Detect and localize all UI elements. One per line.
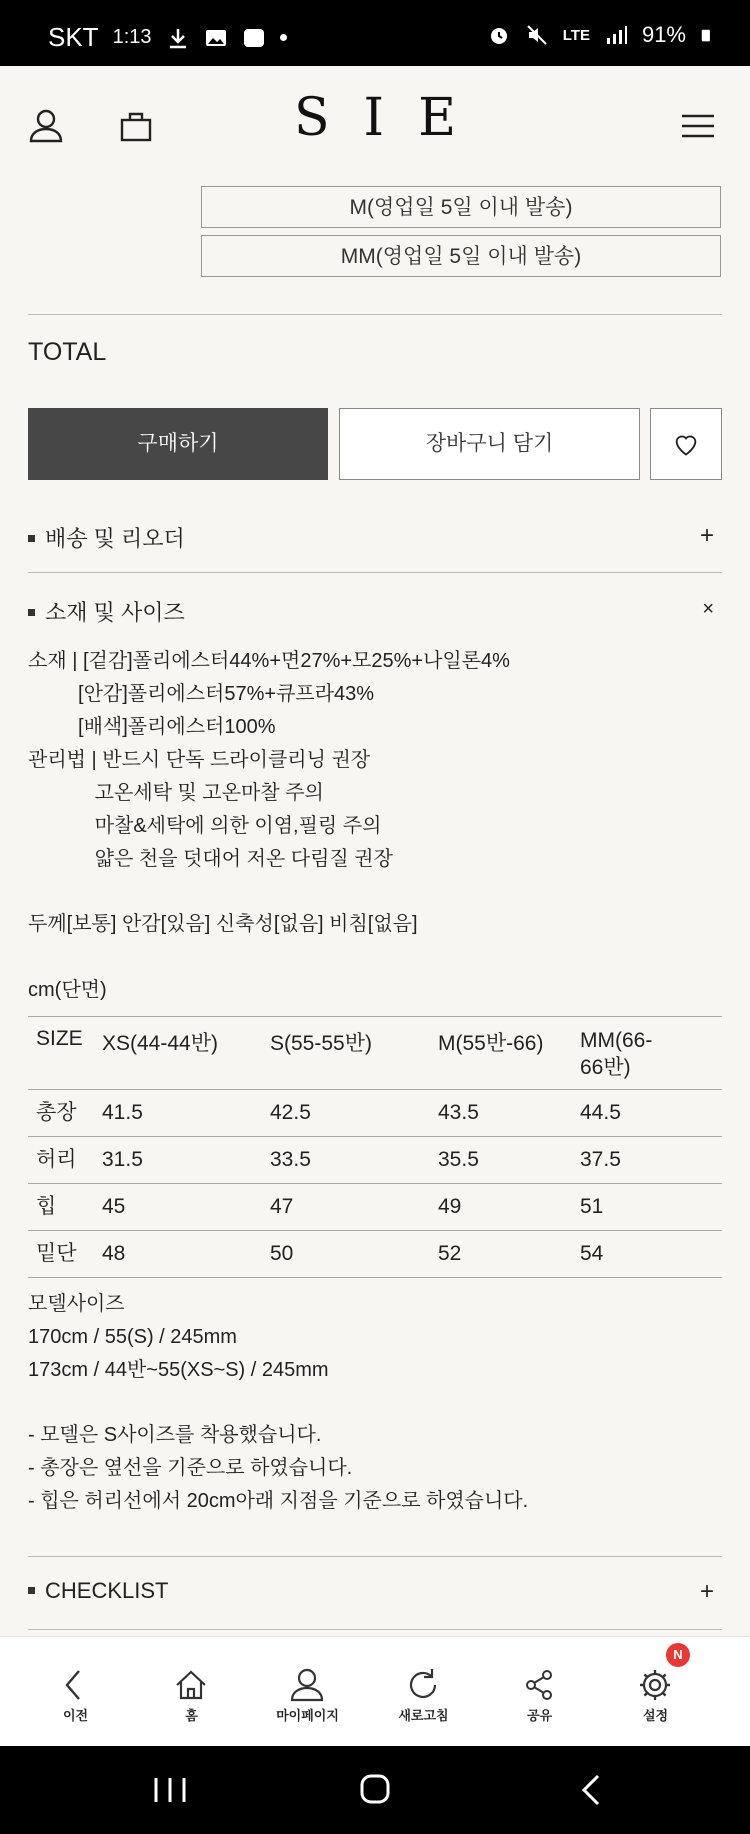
expand-icon[interactable]: + [699, 522, 714, 549]
care-line: 마찰&세탁에 의한 이염,필링 주의 [28, 815, 382, 837]
table-cell: 45 [94, 1184, 262, 1231]
table-header: SIZE [28, 1017, 94, 1090]
divider [28, 1556, 722, 1557]
table-row [28, 1184, 722, 1231]
person-icon [287, 1665, 327, 1705]
nav-label: 공유 [526, 1708, 553, 1723]
table-header: MM(66- 66반) [572, 1017, 722, 1090]
accordion-checklist[interactable] [28, 1578, 722, 1618]
care-line: 얇은 천을 덧대어 저온 다림질 권장 [28, 848, 393, 870]
alarm-icon [487, 23, 511, 47]
nav-home[interactable] [129, 1637, 254, 1747]
expand-icon[interactable]: + [699, 1578, 714, 1605]
model-size-title: 모델사이즈 [28, 1293, 125, 1315]
pay-icon [242, 26, 266, 50]
accordion-shipping-label: 배송 및 리오더 [45, 526, 185, 551]
table-cell: 허리 [28, 1137, 94, 1184]
option-mm[interactable]: MM(영업일 5일 이내 발송) [201, 235, 721, 277]
heart-icon [672, 430, 700, 458]
table-cell: 50 [262, 1231, 430, 1278]
table-cell: 총장 [28, 1090, 94, 1137]
table-cell: 47 [262, 1184, 430, 1231]
buy-button[interactable]: 구매하기 [28, 408, 328, 480]
nav-settings[interactable] [593, 1637, 718, 1747]
back-icon [55, 1665, 95, 1705]
site-header [0, 66, 750, 186]
battery-icon [700, 23, 714, 47]
accordion-checklist-label: CHECKLIST [45, 1578, 169, 1603]
network-label: LTE [562, 26, 590, 44]
nav-label: 새로고침 [398, 1708, 449, 1723]
table-cell: 힙 [28, 1184, 94, 1231]
table-cell: 54 [572, 1231, 722, 1278]
table-header: M(55반-66) [430, 1017, 572, 1090]
system-nav-bar [0, 1746, 750, 1834]
table-header: XS(44-44반) [94, 1017, 262, 1090]
table-row [28, 1231, 722, 1278]
care-line: 관리법 | 반드시 단독 드라이클리닝 권장 [28, 749, 371, 771]
table-cell: 33.5 [262, 1137, 430, 1184]
collapse-icon[interactable]: × [702, 598, 714, 620]
clock: 1:13 [112, 26, 152, 48]
table-cell: 51 [572, 1184, 722, 1231]
material-line: 소재 | [겉감]폴리에스터44%+면27%+모25%+나일론4% [28, 650, 510, 672]
back-button-icon[interactable] [576, 1772, 606, 1808]
bullet-icon [28, 535, 35, 542]
table-cell: 49 [430, 1184, 572, 1231]
brand-logo[interactable]: SIE [293, 88, 491, 148]
nav-mypage[interactable] [245, 1637, 370, 1747]
home-icon [171, 1665, 211, 1705]
material-line: [안감]폴리에스터57%+큐프라43% [28, 683, 375, 705]
nav-label: 설정 [642, 1708, 669, 1723]
table-cell: 35.5 [430, 1137, 572, 1184]
refresh-icon [403, 1665, 443, 1705]
add-to-cart-button[interactable]: 장바구니 담기 [339, 408, 640, 480]
table-row [28, 1137, 722, 1184]
note-line: - 총장은 옆선을 기준으로 하였습니다. [28, 1457, 353, 1479]
gear-icon [635, 1665, 675, 1705]
menu-icon[interactable] [678, 106, 718, 146]
divider [28, 572, 722, 573]
download-icon [166, 26, 190, 50]
bullet-icon [28, 1587, 35, 1594]
accordion-material-label: 소재 및 사이즈 [45, 600, 185, 625]
accordion-material[interactable] [28, 596, 722, 636]
fabric-features: 두께[보통] 안감[있음] 신축성[없음] 비침[없음] [28, 913, 418, 935]
home-button-icon[interactable] [358, 1772, 392, 1806]
bottom-nav [0, 1636, 750, 1747]
nav-label: 홈 [185, 1708, 198, 1723]
mute-icon [525, 23, 549, 47]
material-line: [배색]폴리에스터100% [28, 716, 276, 738]
nav-label: 이전 [62, 1708, 89, 1723]
model-size-line: 173cm / 44반~55(XS~S) / 245mm [28, 1359, 329, 1381]
table-cell: 31.5 [94, 1137, 262, 1184]
divider [28, 314, 722, 315]
total-label: TOTAL [28, 338, 107, 366]
wishlist-button[interactable] [650, 408, 722, 480]
note-line: - 모델은 S사이즈를 착용했습니다. [28, 1424, 322, 1446]
table-cell: 밑단 [28, 1231, 94, 1278]
nav-share[interactable] [477, 1637, 602, 1747]
recent-apps-icon[interactable] [150, 1774, 190, 1806]
nav-label: 마이페이지 [276, 1708, 339, 1723]
nav-back[interactable] [13, 1637, 138, 1747]
table-cell: 43.5 [430, 1090, 572, 1137]
table-cell: 52 [430, 1231, 572, 1278]
model-size-line: 170cm / 55(S) / 245mm [28, 1326, 237, 1348]
battery-label: 91% [641, 22, 686, 47]
table-cell: 48 [94, 1231, 262, 1278]
table-header-row [28, 1017, 722, 1090]
accordion-shipping[interactable] [28, 522, 722, 562]
table-cell: 44.5 [572, 1090, 722, 1137]
table-row [28, 1090, 722, 1137]
care-line: 고온세탁 및 고온마찰 주의 [28, 782, 324, 804]
note-line: - 힙은 허리선에서 20cm아래 지점을 기준으로 하였습니다. [28, 1490, 529, 1512]
size-unit-label: cm(단면) [28, 979, 107, 1001]
carrier-label: SKT [48, 22, 99, 52]
signal-icon [604, 23, 628, 47]
dot-icon [280, 34, 287, 41]
gallery-icon [204, 26, 228, 50]
option-m[interactable]: M(영업일 5일 이내 발송) [201, 186, 721, 228]
size-table [28, 1016, 722, 1278]
bullet-icon [28, 609, 35, 616]
table-cell: 41.5 [94, 1090, 262, 1137]
table-header: S(55-55반) [262, 1017, 430, 1090]
divider [28, 1629, 722, 1630]
nav-refresh[interactable] [361, 1637, 486, 1747]
table-cell: 37.5 [572, 1137, 722, 1184]
share-icon [519, 1665, 559, 1705]
notification-badge: N [666, 1643, 690, 1667]
status-bar [0, 0, 750, 66]
table-cell: 42.5 [262, 1090, 430, 1137]
